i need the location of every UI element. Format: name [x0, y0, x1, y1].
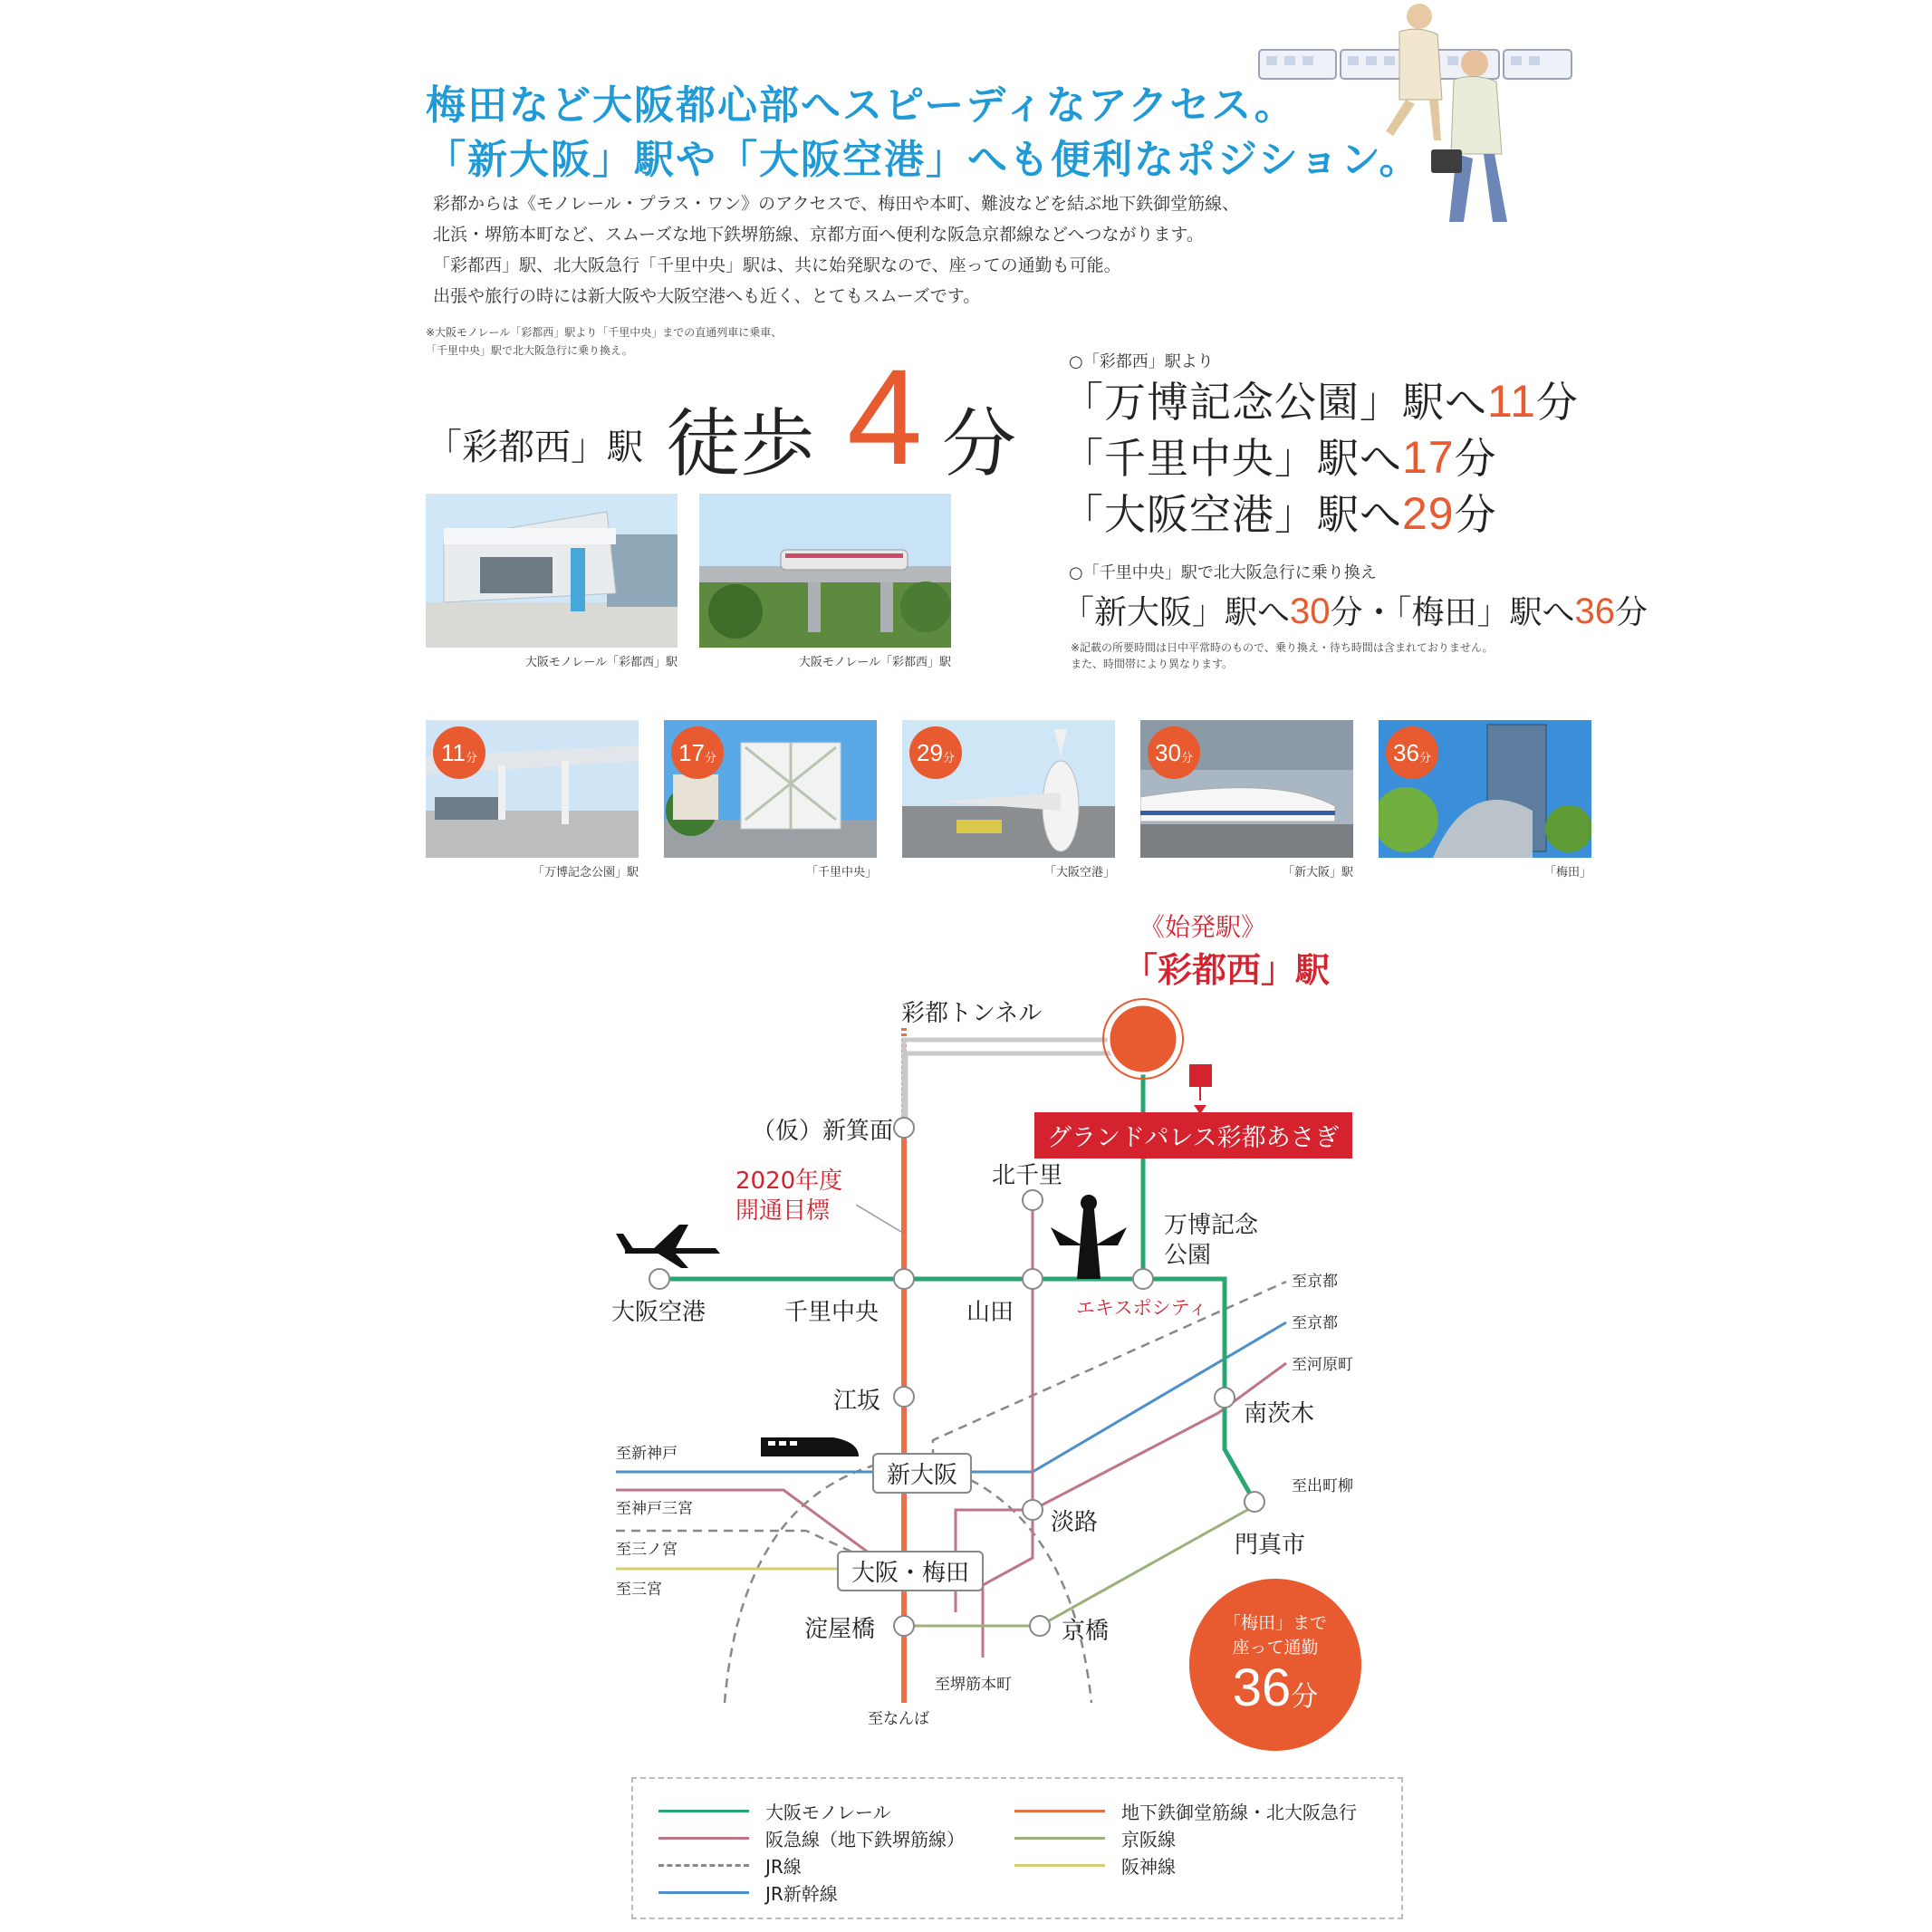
property-label: グランドパレス彩都あさぎ	[1034, 1112, 1352, 1158]
time-dest: 分・「梅田」駅へ	[1330, 594, 1575, 631]
legend-item-shinkansen	[658, 1879, 838, 1906]
open-target-text: 開通目標	[735, 1197, 831, 1225]
intro-line: 「彩都西」駅、北大阪急行「千里中央」駅は、共に始発駅なので、座っての通勤も可能。	[433, 255, 1121, 275]
station-banpaku-1: 万博記念	[1164, 1212, 1259, 1239]
tunnel-label: 彩都トンネル	[901, 1000, 1043, 1027]
legend-label: 阪急線（地下鉄堺筋線）	[765, 1829, 965, 1850]
station-marker	[1023, 1190, 1043, 1210]
station-osaka-umeda: 大阪・梅田	[837, 1551, 984, 1591]
badge-unit: 分	[942, 750, 955, 764]
station-marker	[1245, 1492, 1264, 1512]
badge-unit: 分	[465, 750, 477, 764]
from-saitonishi-heading: ○「彩都西」駅より	[1069, 352, 1214, 371]
legend-item-monorail	[658, 1798, 891, 1824]
station-banpaku-2: 公園	[1164, 1242, 1212, 1269]
badge-num: 11	[440, 738, 466, 766]
property-marker	[1189, 1064, 1212, 1087]
to-shinkobe: 至新神戸	[616, 1445, 678, 1463]
to-demachiyanagi: 至出町柳	[1292, 1477, 1353, 1495]
commute-line-2: 座って通勤	[1232, 1638, 1319, 1658]
commute-badge	[1189, 1579, 1361, 1751]
badge-unit: 分	[1418, 750, 1431, 764]
time-num: 36	[1574, 591, 1616, 631]
dest-caption: 「新大阪」駅	[1282, 866, 1353, 879]
time-dest: 「千里中央」駅へ	[1062, 434, 1402, 483]
to-kobe-sannomiya: 至神戸三宮	[616, 1500, 693, 1518]
station-shin-osaka: 新大阪	[872, 1453, 972, 1494]
legend-label: 阪神線	[1121, 1856, 1176, 1878]
time-unit: 分	[1454, 434, 1497, 483]
station-kitasenri: 北千里	[992, 1162, 1063, 1189]
origin-station-name: 「彩都西」駅	[1123, 950, 1331, 990]
legend-label: 大阪モノレール	[765, 1802, 891, 1823]
legend-item-hankyu	[658, 1825, 965, 1851]
walk-minutes: 4	[847, 341, 923, 493]
time-unit: 分	[1615, 594, 1648, 631]
legend-item-keihan	[1014, 1825, 1176, 1851]
station-marker	[1030, 1616, 1050, 1636]
dest-caption: 「大阪空港」	[1043, 866, 1115, 879]
to-sannomiya-2: 至三宮	[616, 1581, 662, 1599]
station-photo-2-caption: 大阪モノレール「彩都西」駅	[798, 656, 951, 669]
origin-tag: 《始発駅》	[1139, 912, 1267, 942]
dest-caption: 「万博記念公園」駅	[532, 866, 639, 879]
intro-line: 北浜・堺筋本町など、スムーズな地下鉄堺筋線、京都方面へ便利な阪急京都線などへつながります。	[433, 225, 1204, 245]
badge-unit: 分	[704, 750, 716, 764]
station-marker	[1215, 1388, 1235, 1408]
to-sakaisuji-honmachi: 至堺筋本町	[935, 1676, 1012, 1694]
fine-line: また、時間帯により異なります。	[1071, 658, 1234, 670]
station-marker	[1023, 1269, 1043, 1289]
legend-item-midosuji	[1014, 1798, 1357, 1824]
station-marker	[649, 1269, 669, 1289]
badge-num: 30	[1155, 738, 1181, 766]
station-photo-1-caption: 大阪モノレール「彩都西」駅	[524, 656, 678, 669]
expocity-label: エキスポシティ	[1076, 1297, 1207, 1319]
badge-num: 29	[917, 738, 943, 766]
station-kadoma: 門真市	[1235, 1532, 1306, 1559]
commute-num: 36	[1232, 1658, 1292, 1717]
station-marker	[1133, 1269, 1153, 1289]
hankyu-line-kitasenri	[983, 1200, 1033, 1658]
station-marker	[894, 1616, 914, 1636]
station-marker	[894, 1387, 914, 1407]
station-minami-ibaraki: 南茨木	[1244, 1400, 1315, 1427]
to-kyoto-2: 至京都	[1292, 1314, 1338, 1332]
station-yamada: 山田	[966, 1299, 1014, 1326]
dest-caption: 「梅田」	[1543, 866, 1591, 879]
station-new-minoo: （仮）新箕面	[752, 1118, 894, 1145]
airplane-icon	[616, 1225, 720, 1268]
station-esaka: 江坂	[833, 1388, 881, 1415]
commute-time	[1189, 1658, 1361, 1727]
to-sannomiya-1: 至三ノ宮	[616, 1541, 678, 1559]
legend-label: JR新幹線	[765, 1883, 838, 1905]
shinkansen-icon	[761, 1437, 859, 1456]
time-dest: 「新大阪」駅へ	[1062, 594, 1291, 631]
badge-num: 36	[1393, 738, 1419, 766]
time-dest: 「万博記念公園」駅へ	[1062, 378, 1487, 427]
station-kyobashi: 京橋	[1062, 1618, 1110, 1645]
hankyu-line-kyoto	[956, 1363, 1286, 1612]
intro-line: 出張や旅行の時には新大阪や大阪空港へも近く、とてもスムーズです。	[433, 286, 981, 306]
time-num: 30	[1290, 591, 1331, 631]
time-num: 11	[1487, 376, 1536, 427]
walk-unit: 分	[942, 401, 1017, 487]
badge-num: 17	[678, 738, 705, 766]
note-line: 「千里中央」駅で北大阪急行に乗り換え。	[426, 344, 633, 357]
intro-line: 彩都からは《モノレール・プラス・ワン》のアクセスで、梅田や本町、難波などを結ぶ地下鉄御堂筋線、	[433, 194, 1240, 214]
commute-unit: 分	[1291, 1682, 1319, 1712]
transfer-heading: ○「千里中央」駅で北大阪急行に乗り換え	[1069, 563, 1377, 582]
station-marker	[1023, 1500, 1043, 1520]
station-awaji: 淡路	[1051, 1509, 1099, 1536]
origin-station-marker	[1109, 1004, 1177, 1073]
commute-line-1: 「梅田」まで	[1223, 1613, 1327, 1633]
to-namba: 至なんば	[868, 1710, 929, 1728]
station-osaka-airport: 大阪空港	[611, 1299, 706, 1326]
legend-label: JR線	[765, 1856, 802, 1878]
dest-caption: 「千里中央」	[805, 866, 877, 879]
legend-item-hanshin	[1014, 1852, 1176, 1879]
headline-line-2: 「新大阪」駅や「大阪空港」へも便利なポジション。	[426, 137, 1421, 183]
to-kawaramachi: 至河原町	[1292, 1356, 1353, 1374]
fine-line: ※記載の所要時間は日中平常時のもので、乗り換え・待ち時間は含まれておりません。	[1071, 641, 1494, 654]
shinkansen-line	[616, 1322, 1286, 1472]
legend-label: 地下鉄御堂筋線・北大阪急行	[1121, 1802, 1357, 1823]
station-marker	[894, 1118, 914, 1138]
time-num: 17	[1402, 432, 1455, 483]
headline-line-1: 梅田など大阪都心部へスピーディなアクセス。	[426, 82, 1296, 129]
time-dest: 「大阪空港」駅へ	[1062, 490, 1402, 539]
note-line: ※大阪モノレール「彩都西」駅より「千里中央」までの直通列車に乗車、	[426, 326, 783, 339]
station-marker	[894, 1269, 914, 1289]
legend-label: 京阪線	[1121, 1829, 1176, 1850]
time-num: 29	[1402, 488, 1455, 539]
walk-text: 徒歩	[666, 401, 815, 487]
station-yodoyabashi: 淀屋橋	[804, 1616, 876, 1643]
time-unit: 分	[1535, 378, 1579, 427]
open-target-year: 2020年度	[735, 1168, 843, 1195]
legend-item-jr	[658, 1852, 802, 1879]
badge-unit: 分	[1180, 750, 1193, 764]
walk-station-label: 「彩都西」駅	[426, 427, 643, 468]
station-senri-chuo: 千里中央	[784, 1299, 879, 1326]
to-kyoto-1: 至京都	[1292, 1273, 1338, 1291]
time-unit: 分	[1454, 490, 1497, 539]
tower-of-the-sun-icon	[1051, 1195, 1127, 1279]
